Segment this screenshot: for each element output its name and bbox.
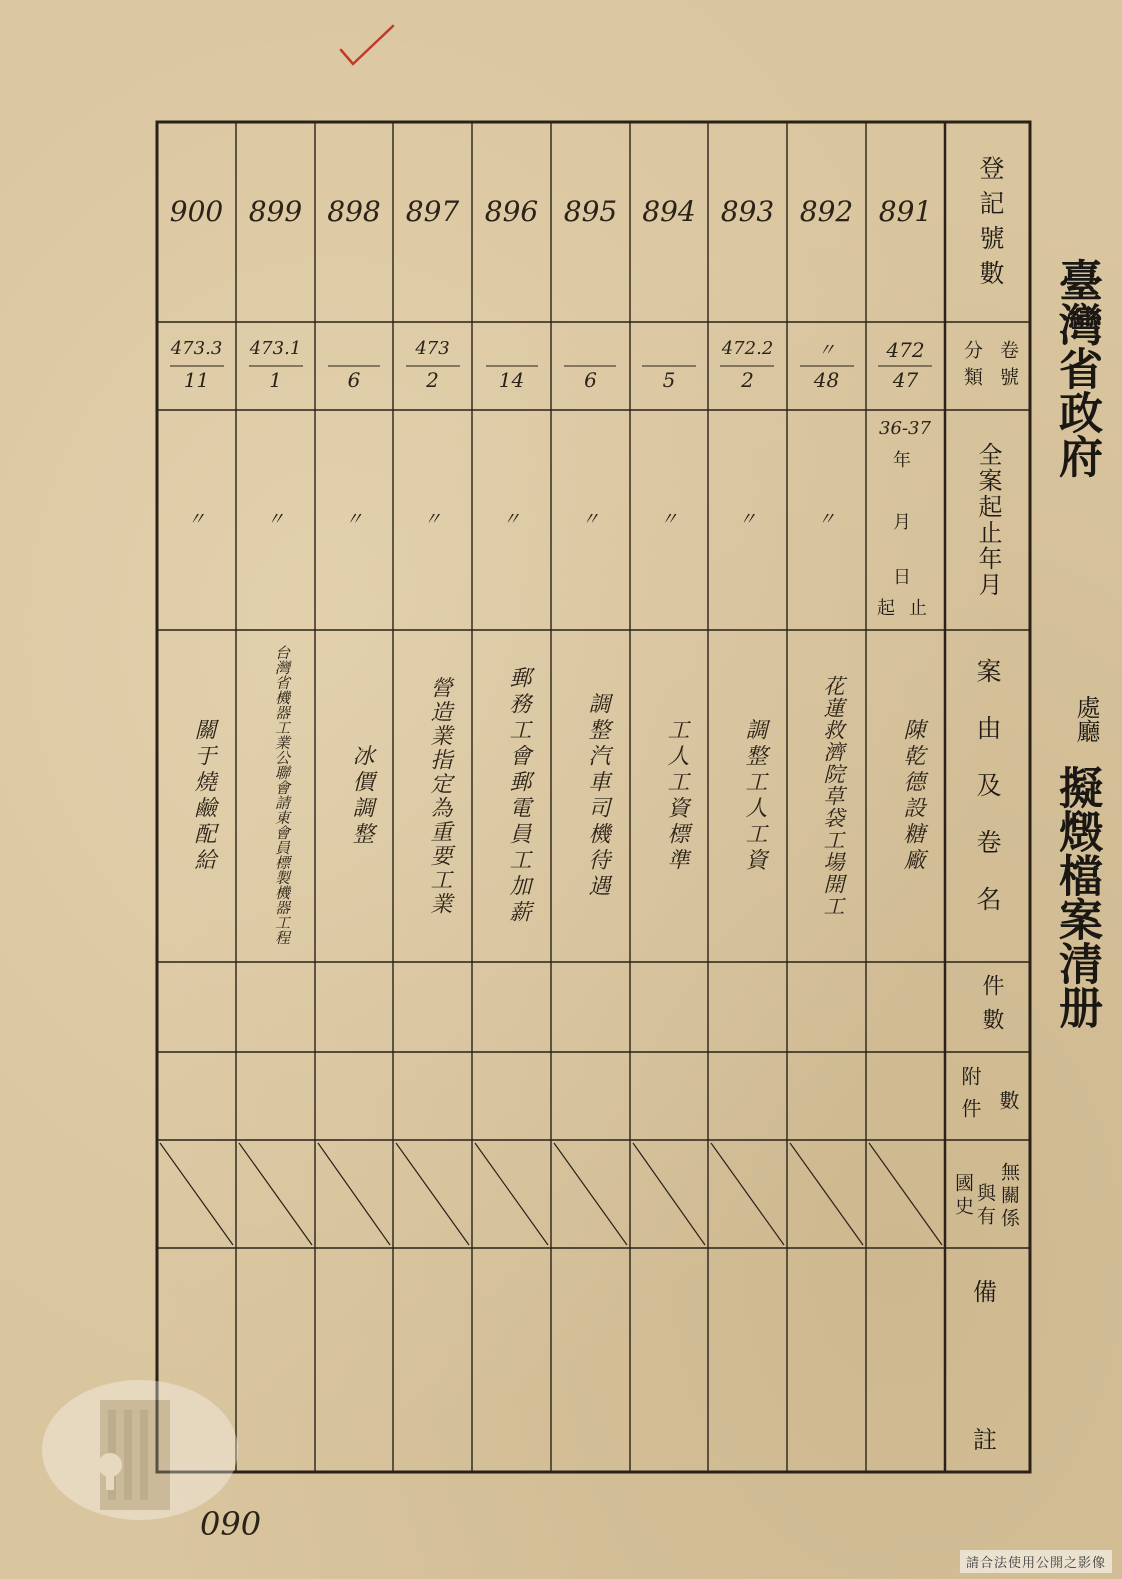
row-3-cls-bottom: 2 [741, 368, 754, 392]
row-4-cls-bottom: 5 [662, 368, 676, 392]
row-4-date: 〃 [660, 509, 678, 530]
header-relation: 無關係 [998, 1161, 1020, 1231]
page-number: 090 [200, 1505, 262, 1543]
row-3-cls-top: 472.2 [721, 338, 774, 359]
row-6-cls-bottom: 14 [498, 368, 525, 392]
row-10-reg-no: 900 [169, 195, 224, 228]
row-4-cls-top [630, 338, 708, 364]
row-6-subject: 郵務工會郵電員工加薪 [506, 666, 531, 926]
row-5-subject: 調整汽車司機待遇 [585, 692, 610, 900]
row-2-reg-no: 892 [799, 195, 854, 228]
row-10-cls-top: 473.3 [170, 338, 223, 359]
header-relation-b: 與有 [974, 1183, 996, 1229]
row-2-date: 〃 [817, 509, 836, 530]
header-remark-a: 備 [973, 1278, 997, 1306]
header-subject: 案由及卷名 [973, 657, 1002, 943]
date-month-label: 月 [893, 512, 911, 533]
header-remark-b: 註 [973, 1426, 997, 1454]
usage-notice: 請合法使用公開之影像 [960, 1550, 1112, 1573]
row-10-cls-bottom: 11 [183, 368, 210, 392]
header-attach: 附件 [958, 1066, 982, 1130]
header-reg-no: 登記號數 [976, 155, 1005, 295]
date-year-label: 年 [893, 450, 911, 471]
row-10-date: 〃 [187, 509, 206, 530]
header-file-no: 卷號 [997, 340, 1019, 394]
row-8-subject: 冰價調整 [349, 744, 374, 848]
row-5-cls-bottom: 6 [584, 368, 597, 392]
row-7-subject: 營造業指定為重要工業 [427, 676, 452, 916]
header-date-range: 全案起止年月 [974, 442, 1002, 598]
row-5-cls-top [551, 338, 630, 364]
row-7-reg-no: 897 [405, 195, 460, 228]
row-10-subject: 關于燒鹼配給 [191, 718, 216, 874]
date-day-label: 日 [893, 567, 911, 588]
row-8-cls-bottom: 6 [347, 368, 361, 392]
header-count: 件數 [979, 974, 1004, 1042]
row-1-reg-no: 891 [878, 195, 933, 228]
row-9-date: 〃 [266, 509, 285, 530]
row-4-reg-no: 894 [642, 195, 696, 228]
row-1-subject: 陳乾德設糖廠 [900, 718, 925, 874]
unit-label: 處廳 [1072, 695, 1100, 743]
row-2-cls-top: 〃 [817, 340, 836, 361]
row-9-cls-top: 473.1 [249, 338, 302, 359]
row-9-subject: 台灣省機器工業公聯會請東會員標製機器工程 [273, 645, 291, 945]
date-start-label: 起 [877, 598, 895, 619]
row-5-reg-no: 895 [563, 195, 618, 228]
row-9-cls-bottom: 1 [269, 368, 282, 392]
row-8-date: 〃 [345, 509, 363, 530]
row-1-date: 36-37 [879, 418, 931, 439]
row-1-cls-bottom: 47 [892, 368, 919, 392]
archive-stamp-icon [40, 1370, 240, 1530]
list-title: 擬燬檔案清册 [1051, 765, 1102, 1029]
row-4-subject: 工人工資標準 [664, 718, 689, 874]
agency-title: 臺灣省政府 [1051, 258, 1102, 478]
row-3-subject: 調整工人工資 [742, 718, 767, 874]
row-6-date: 〃 [502, 509, 521, 530]
header-category: 分類 [961, 340, 983, 394]
row-7-cls-top: 473 [415, 338, 450, 359]
row-7-cls-bottom: 2 [426, 368, 439, 392]
row-8-cls-top [315, 338, 393, 364]
row-2-subject: 花蓮救濟院草袋工場開工 [821, 675, 845, 917]
row-2-cls-bottom: 48 [813, 368, 840, 392]
row-5-date: 〃 [581, 509, 600, 530]
header-relation-c: 國史 [952, 1173, 974, 1219]
row-3-reg-no: 893 [720, 195, 775, 228]
header-attach-count: 數 [996, 1090, 1020, 1110]
date-end-label: 止 [909, 598, 927, 619]
row-1-cls-top: 472 [886, 338, 925, 362]
row-3-date: 〃 [738, 509, 757, 530]
row-6-reg-no: 896 [484, 195, 539, 228]
row-8-reg-no: 898 [327, 195, 381, 228]
row-6-cls-top [472, 338, 551, 364]
row-9-reg-no: 899 [248, 195, 303, 228]
row-7-date: 〃 [423, 509, 442, 530]
